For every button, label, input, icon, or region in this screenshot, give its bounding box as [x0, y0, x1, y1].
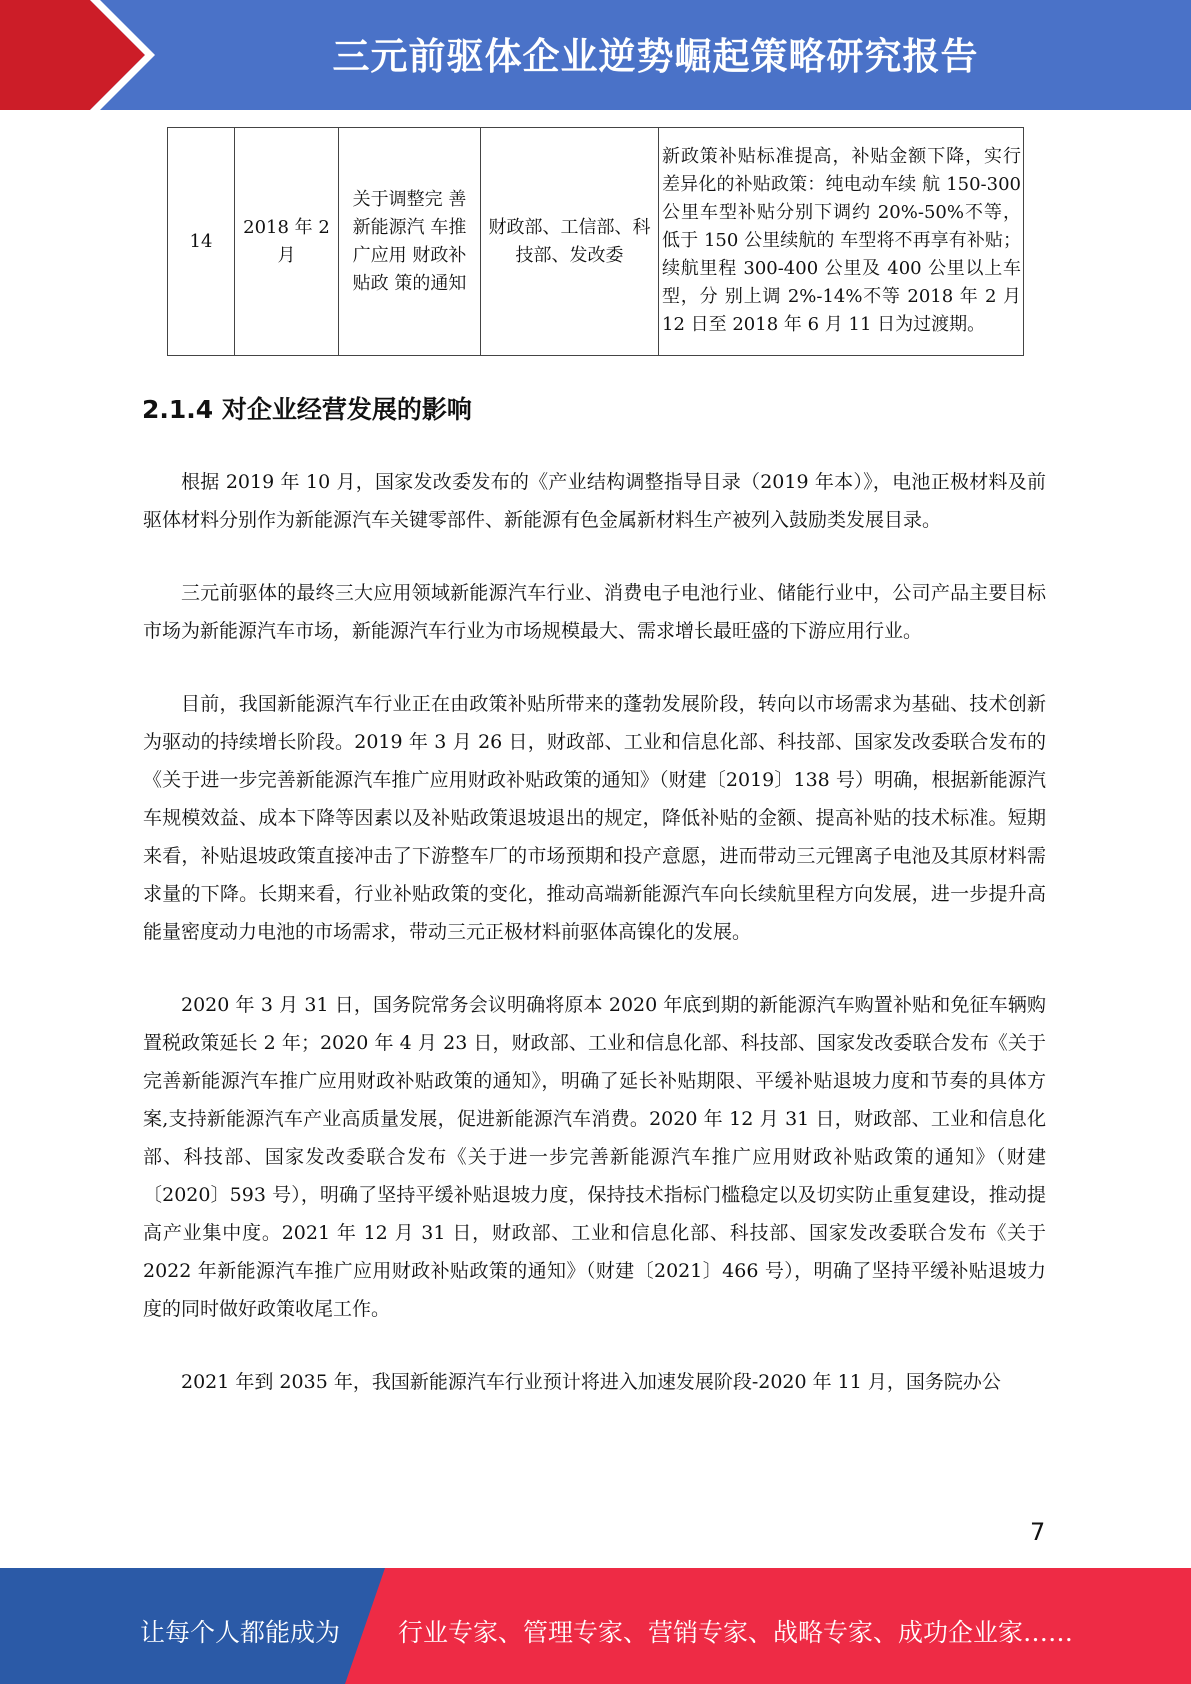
row-number-cell: 14 [168, 128, 235, 356]
paragraph: 根据 2019 年 10 月，国家发改委发布的《产业结构调整指导目录（2019 年本）》，电池正极材料及前驱体材料分别作为新能源汽车关键零部件、新能源有色金属新材料生产被列入鼓励类发展目录。 [143, 471, 1046, 531]
section-heading: 2.1.4 对企业经营发展的影响 [142, 395, 472, 424]
issuer-cell: 财政部、工信部、科技部、发改委 [481, 128, 659, 356]
policy-content-cell: 新政策补贴标准提高，补贴金额下降，实行差异化的补贴政策：纯电动车续 航 150-300 公里车型补贴分别下调约 20%-50%不等，低于 150 公里续航的 车型将不再享有补贴；续航里程 300-400 公里及 400 公里以上车型，分 别上调 2%-14%不等 2018 年 2 月 12 日至 2018 年 6 月 11 日为过渡期。 [659, 128, 1024, 356]
policy-table [167, 127, 1024, 356]
header-banner [0, 0, 1191, 110]
paragraph: 2021 年到 2035 年，我国新能源汽车行业预计将进入加速发展阶段-2020 年 11 月，国务院办公 [181, 1371, 1001, 1393]
footer-banner [0, 1568, 1191, 1684]
date-cell: 2018 年 2 月 [235, 128, 339, 356]
footer-slogan-left: 让每个人都能成为 [140, 1618, 341, 1647]
footer-slogan-right: 行业专家、管理专家、营销专家、战略专家、成功企业家…… [398, 1618, 1074, 1647]
table-row [168, 128, 1024, 356]
paragraph: 三元前驱体的最终三大应用领域新能源汽车行业、消费电子电池行业、储能行业中，公司产品主要目标市场为新能源汽车市场，新能源汽车行业为市场规模最大、需求增长最旺盛的下游应用行业。 [143, 582, 1046, 642]
policy-title-cell: 关于调整完 善新能源汽 车推广应用 财政补贴政 策的通知 [339, 128, 481, 356]
paragraph: 2020 年 3 月 31 日，国务院常务会议明确将原本 2020 年底到期的新能源汽车购置补贴和免征车辆购置税政策延长 2 年；2020 年 4 月 23 日，财政部、工业和信息化部、科技部、国家发改委联合发布《关于完善新能源汽车推广应用财政补贴政策的通知》，明确了延长补贴期限、平缓补贴退坡力度和节奏的具体方案,支持新能源汽车产业高质量发展，促进新能源汽车消费。2020 年 12 月 31 日，财政部、工业和信息化部、科技部、国家发改委联合发布《关于进一步完善新能源汽车推广应用财政补贴政策的通知》（财建〔2020〕593 号），明确了坚持平缓补贴退坡力度，保持技术指标门槛稳定以及切实防止重复建设，推动提高产业集中度。2021 年 12 月 31 日，财政部、工业和信息化部、科技部、国家发改委联合发布《关于 2022 年新能源汽车推广应用财政补贴政策的通知》（财建〔2021〕466 号），明确了坚持平缓补贴退坡力度的同时做好政策收尾工作。 [143, 994, 1046, 1320]
paragraph: 目前，我国新能源汽车行业正在由政策补贴所带来的蓬勃发展阶段，转向以市场需求为基础、技术创新为驱动的持续增长阶段。2019 年 3 月 26 日，财政部、工业和信息化部、科技部、国家发改委联合发布的《关于进一步完善新能源汽车推广应用财政补贴政策的通知》（财建〔2019〕138 号）明确，根据新能源汽车规模效益、成本下降等因素以及补贴政策退坡退出的规定，降低补贴的金额、提高补贴的技术标准。短期来看，补贴退坡政策直接冲击了下游整车厂的市场预期和投产意愿，进而带动三元锂离子电池及其原材料需求量的下降。长期来看，行业补贴政策的变化，推动高端新能源汽车向长续航里程方向发展，进一步提升高能量密度动力电池的市场需求，带动三元正极材料前驱体高镍化的发展。 [143, 693, 1046, 943]
report-title: 三元前驱体企业逆势崛起策略研究报告 [332, 35, 979, 78]
body-text [143, 463, 1046, 1436]
page-number: 7 [1030, 1518, 1046, 1546]
